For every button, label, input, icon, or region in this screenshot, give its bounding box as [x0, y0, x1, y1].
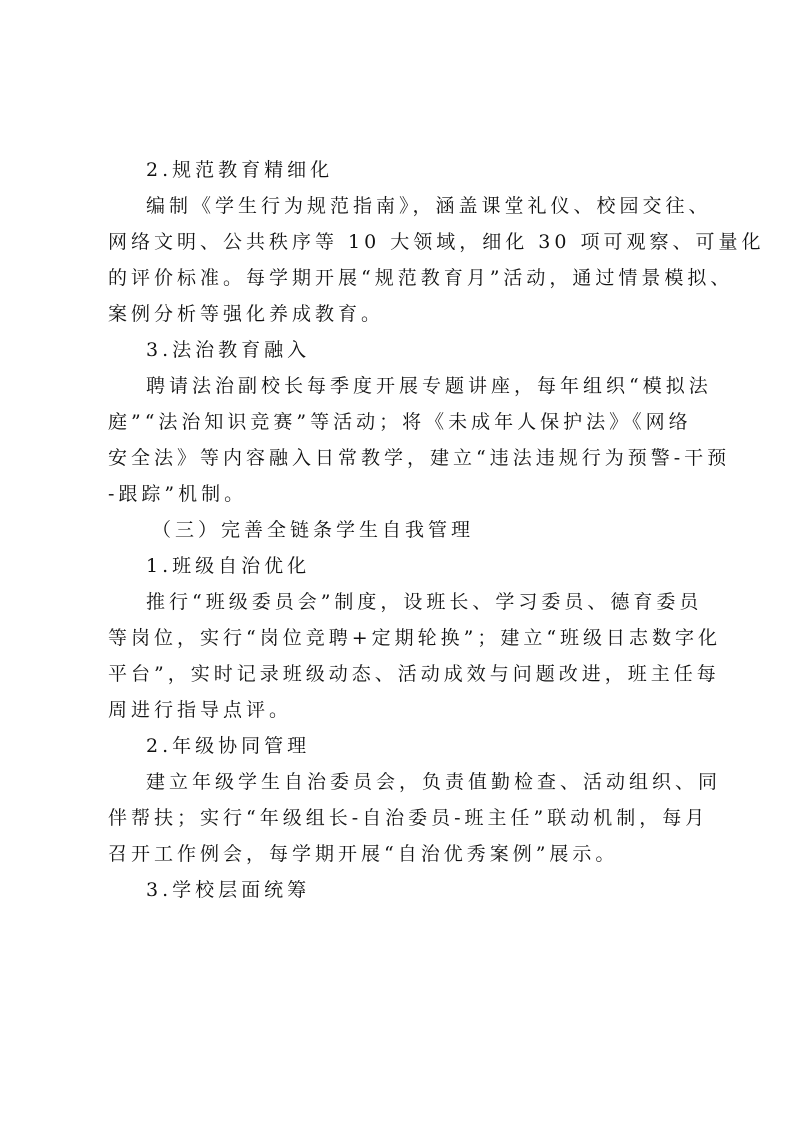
- paragraph-line: 建立年级学生自治委员会，负责值勤检查、活动组织、同: [146, 771, 722, 793]
- section-heading: 2.规范教育精细化: [146, 159, 334, 181]
- paragraph-line: -跟踪”机制。: [108, 483, 248, 505]
- chapter-heading: （三）完善全链条学生自我管理: [152, 519, 475, 541]
- paragraph-line: 庭”“法治知识竞赛”等活动；将《未成年人保护法》《网络: [108, 411, 692, 433]
- paragraph-line: 安全法》等内容融入日常教学，建立“违法违规行为预警-干预: [108, 447, 731, 469]
- paragraph-line: 平台”，实时记录班级动态、活动成效与问题改进，班主任每: [108, 663, 720, 685]
- paragraph-line: 聘请法治副校长每季度开展专题讲座，每年组织“模拟法: [146, 375, 712, 397]
- paragraph-line: 召开工作例会，每学期开展“自治优秀案例”展示。: [108, 843, 619, 865]
- paragraph-line: 周进行指导点评。: [108, 699, 293, 721]
- section-heading: 3.学校层面统筹: [146, 879, 311, 901]
- paragraph-line: 推行“班级委员会”制度，设班长、学习委员、德育委员: [146, 591, 703, 613]
- paragraph-line: 伴帮扶；实行“年级组长-自治委员-班主任”联动机制，每月: [108, 807, 709, 829]
- paragraph-line: 网络文明、公共秩序等 10 大领域，细化 30 项可观察、可量化: [108, 231, 765, 253]
- section-heading: 3.法治教育融入: [146, 339, 311, 361]
- section-heading: 1.班级自治优化: [146, 555, 311, 577]
- paragraph-line: 的评价标准。每学期开展“规范教育月”活动，通过情景模拟、: [108, 267, 734, 289]
- section-heading: 2.年级协同管理: [146, 735, 311, 757]
- paragraph-line: 编制《学生行为规范指南》，涵盖课堂礼仪、校园交往、: [146, 195, 712, 217]
- paragraph-line: 等岗位，实行“岗位竞聘+定期轮换”；建立“班级日志数字化: [108, 627, 722, 649]
- paragraph-line: 案例分析等强化养成教育。: [108, 303, 385, 325]
